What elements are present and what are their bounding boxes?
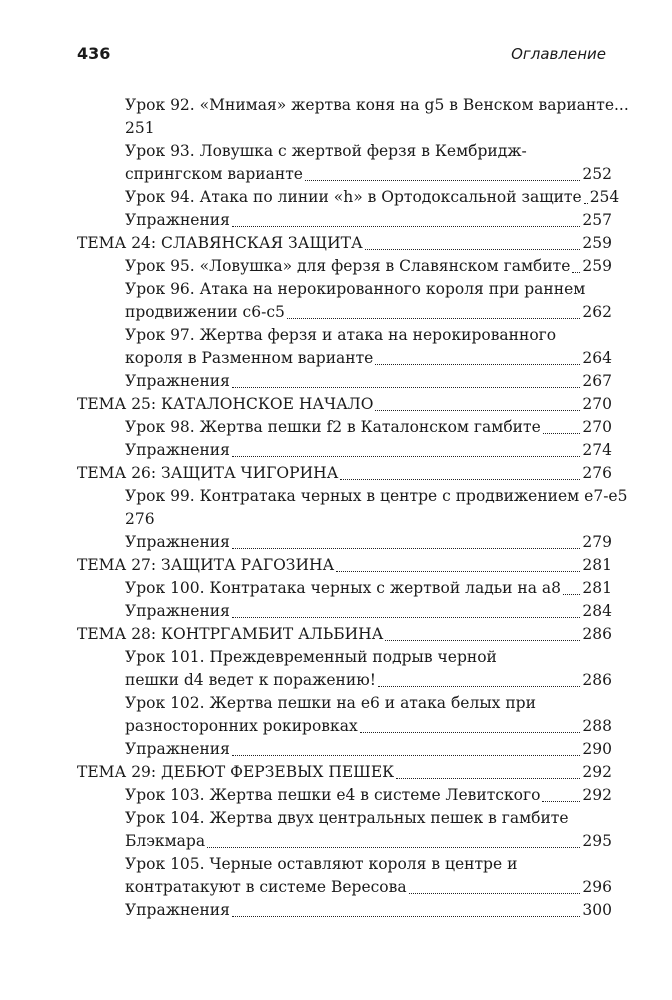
- dot-leader: [287, 317, 581, 319]
- toc-heading: [77, 554, 612, 577]
- toc-entry-text: контратакуют в системе Вересова: [125, 878, 407, 896]
- toc-entry-text: Упражнения: [125, 372, 230, 390]
- toc-entry: [77, 255, 612, 278]
- toc-entry: [77, 301, 612, 324]
- toc-entry: [77, 853, 612, 876]
- running-header: [77, 44, 606, 68]
- toc-entry-text: Урок 102. Жертва пешки на е6 и атака белых при: [125, 694, 536, 712]
- toc-page-number: 284: [582, 602, 612, 620]
- dot-leader: [378, 685, 580, 687]
- toc-page-number: 288: [582, 717, 612, 735]
- toc-entry-text: Урок 101. Преждевременный подрыв черной: [125, 648, 497, 666]
- toc-entry: [77, 209, 612, 232]
- toc-entry-text: ТЕМА 24: СЛАВЯНСКАЯ ЗАЩИТА: [77, 234, 363, 252]
- dot-leader: [207, 846, 580, 848]
- toc-heading: [77, 761, 612, 784]
- toc-entry-text: Упражнения: [125, 740, 230, 758]
- toc-entry: [77, 876, 612, 899]
- toc-entry-text: Урок 96. Атака на нерокированного короля при раннем: [125, 280, 586, 298]
- toc-entry-text: Урок 92. «Мнимая» жертва коня на g5 в Венском варианте...: [125, 96, 629, 114]
- toc-entry: [77, 439, 612, 462]
- toc-entry-text: ТЕМА 29: ДЕБЮТ ФЕРЗЕВЫХ ПЕШЕК: [77, 763, 395, 781]
- toc-page-number: 290: [582, 740, 612, 758]
- toc-page-number: 300: [582, 901, 612, 919]
- toc-heading: [77, 393, 612, 416]
- dot-leader: [396, 777, 580, 779]
- dot-leader: [232, 386, 581, 388]
- toc-entry-text: ТЕМА 26: ЗАЩИТА ЧИГОРИНА: [77, 464, 339, 482]
- dot-leader: [336, 570, 580, 572]
- toc-page-number: 264: [582, 349, 612, 367]
- toc-page-number: 257: [582, 211, 612, 229]
- toc-entry-text: разносторонних рокировках: [125, 717, 358, 735]
- toc-page-number: 292: [582, 786, 612, 804]
- toc-entry-text: Урок 105. Черные оставляют короля в центре и: [125, 855, 518, 873]
- toc-entry: [77, 163, 612, 186]
- toc-entry: [77, 186, 620, 209]
- dot-leader: [375, 409, 580, 411]
- dot-leader: [543, 432, 581, 434]
- dot-leader: [409, 892, 581, 894]
- toc-entry-text: ТЕМА 25: КАТАЛОНСКОЕ НАЧАЛО: [77, 395, 374, 413]
- dot-leader: [385, 639, 580, 641]
- toc-entry-text: Упражнения: [125, 901, 230, 919]
- toc-entry: [77, 416, 612, 439]
- toc-entry: [77, 784, 612, 807]
- toc-page-number: 295: [582, 832, 612, 850]
- toc-heading: [77, 462, 612, 485]
- toc-entry: [77, 324, 612, 347]
- dot-leader: [563, 593, 580, 595]
- toc-page-number: 270: [582, 395, 612, 413]
- dot-leader: [305, 179, 580, 181]
- toc-entry-text: короля в Разменном варианте: [125, 349, 374, 367]
- toc-page-number: 279: [582, 533, 612, 551]
- toc-page-number: 276: [582, 464, 612, 482]
- toc-page-number: 292: [582, 763, 612, 781]
- dot-leader: [232, 616, 581, 618]
- toc-entry-text: Упражнения: [125, 602, 230, 620]
- toc-entry: [77, 692, 612, 715]
- toc-entry-text: 276: [125, 510, 155, 528]
- dot-leader: [584, 202, 588, 204]
- toc-page-number: 281: [582, 556, 612, 574]
- toc-heading: [77, 623, 612, 646]
- dot-leader: [232, 455, 581, 457]
- toc-entry: [77, 531, 612, 554]
- toc-entry-text: Урок 97. Жертва ферзя и атака на нерокированного: [125, 326, 557, 344]
- toc-page-number: 270: [582, 418, 612, 436]
- toc-entry-text: ТЕМА 27: ЗАЩИТА РАГОЗИНА: [77, 556, 335, 574]
- toc-entry: [77, 278, 612, 301]
- toc-page-number: 286: [582, 671, 612, 689]
- dot-leader: [232, 547, 581, 549]
- toc-entry-text: Урок 100. Контратака черных с жертвой ладьи на а8: [125, 579, 562, 597]
- toc-entry: [77, 117, 612, 140]
- toc-entry: [77, 807, 612, 830]
- dot-leader: [375, 363, 580, 365]
- toc-page-number: 286: [582, 625, 612, 643]
- toc-entry: [77, 140, 612, 163]
- table-of-contents: [77, 94, 629, 922]
- toc-entry-text: Упражнения: [125, 211, 230, 229]
- toc-page-number: 281: [582, 579, 612, 597]
- toc-entry-text: пешки d4 ведет к поражению!: [125, 671, 376, 689]
- toc-page-number: 267: [582, 372, 612, 390]
- toc-entry: [77, 738, 612, 761]
- toc-entry: [77, 370, 612, 393]
- toc-page-number: 262: [582, 303, 612, 321]
- toc-entry: [77, 485, 628, 508]
- toc-page-number: 259: [582, 234, 612, 252]
- toc-entry: [77, 577, 612, 600]
- toc-entry-text: 251: [125, 119, 155, 137]
- dot-leader: [232, 225, 581, 227]
- page-number: 436: [77, 44, 111, 63]
- toc-page-number: 254: [589, 188, 620, 206]
- toc-entry: [77, 669, 612, 692]
- toc-entry-text: продвижении с6-с5: [125, 303, 285, 321]
- toc-page-number: 259: [582, 257, 612, 275]
- toc-entry-text: Урок 99. Контратака черных в центре с продвижением е7-е5: [125, 487, 628, 505]
- dot-leader: [232, 754, 581, 756]
- dot-leader: [542, 800, 580, 802]
- toc-entry-text: ТЕМА 28: КОНТРГАМБИТ АЛЬБИНА: [77, 625, 384, 643]
- toc-entry-text: Урок 98. Жертва пешки f2 в Каталонском гамбите: [125, 418, 541, 436]
- toc-page-number: 296: [582, 878, 612, 896]
- toc-entry: [77, 899, 612, 922]
- dot-leader: [232, 915, 581, 917]
- dot-leader: [365, 248, 581, 250]
- toc-entry-text: Урок 104. Жертва двух центральных пешек в гамбите: [125, 809, 569, 827]
- toc-entry-text: спрингском варианте: [125, 165, 303, 183]
- toc-entry: [77, 508, 612, 531]
- toc-entry: [77, 646, 612, 669]
- dot-leader: [572, 271, 580, 273]
- toc-heading: [77, 232, 612, 255]
- toc-entry: [77, 94, 629, 117]
- toc-page-number: 252: [582, 165, 612, 183]
- toc-entry: [77, 347, 612, 370]
- toc-entry-text: Упражнения: [125, 441, 230, 459]
- toc-entry-text: Урок 93. Ловушка с жертвой ферзя в Кембридж-: [125, 142, 527, 160]
- toc-entry-text: Урок 95. «Ловушка» для ферзя в Славянском гамбите: [125, 257, 571, 275]
- toc-entry-text: Упражнения: [125, 533, 230, 551]
- dot-leader: [340, 478, 580, 480]
- section-title: Оглавление: [511, 45, 606, 63]
- toc-entry-text: Урок 103. Жертва пешки е4 в системе Левитского: [125, 786, 541, 804]
- toc-entry-text: Блэкмара: [125, 832, 206, 850]
- toc-entry: [77, 715, 612, 738]
- toc-entry: [77, 830, 612, 853]
- toc-entry: [77, 600, 612, 623]
- dot-leader: [360, 731, 581, 733]
- toc-entry-text: Урок 94. Атака по линии «h» в Ортодоксальной защите: [125, 188, 582, 206]
- toc-page-number: 274: [582, 441, 612, 459]
